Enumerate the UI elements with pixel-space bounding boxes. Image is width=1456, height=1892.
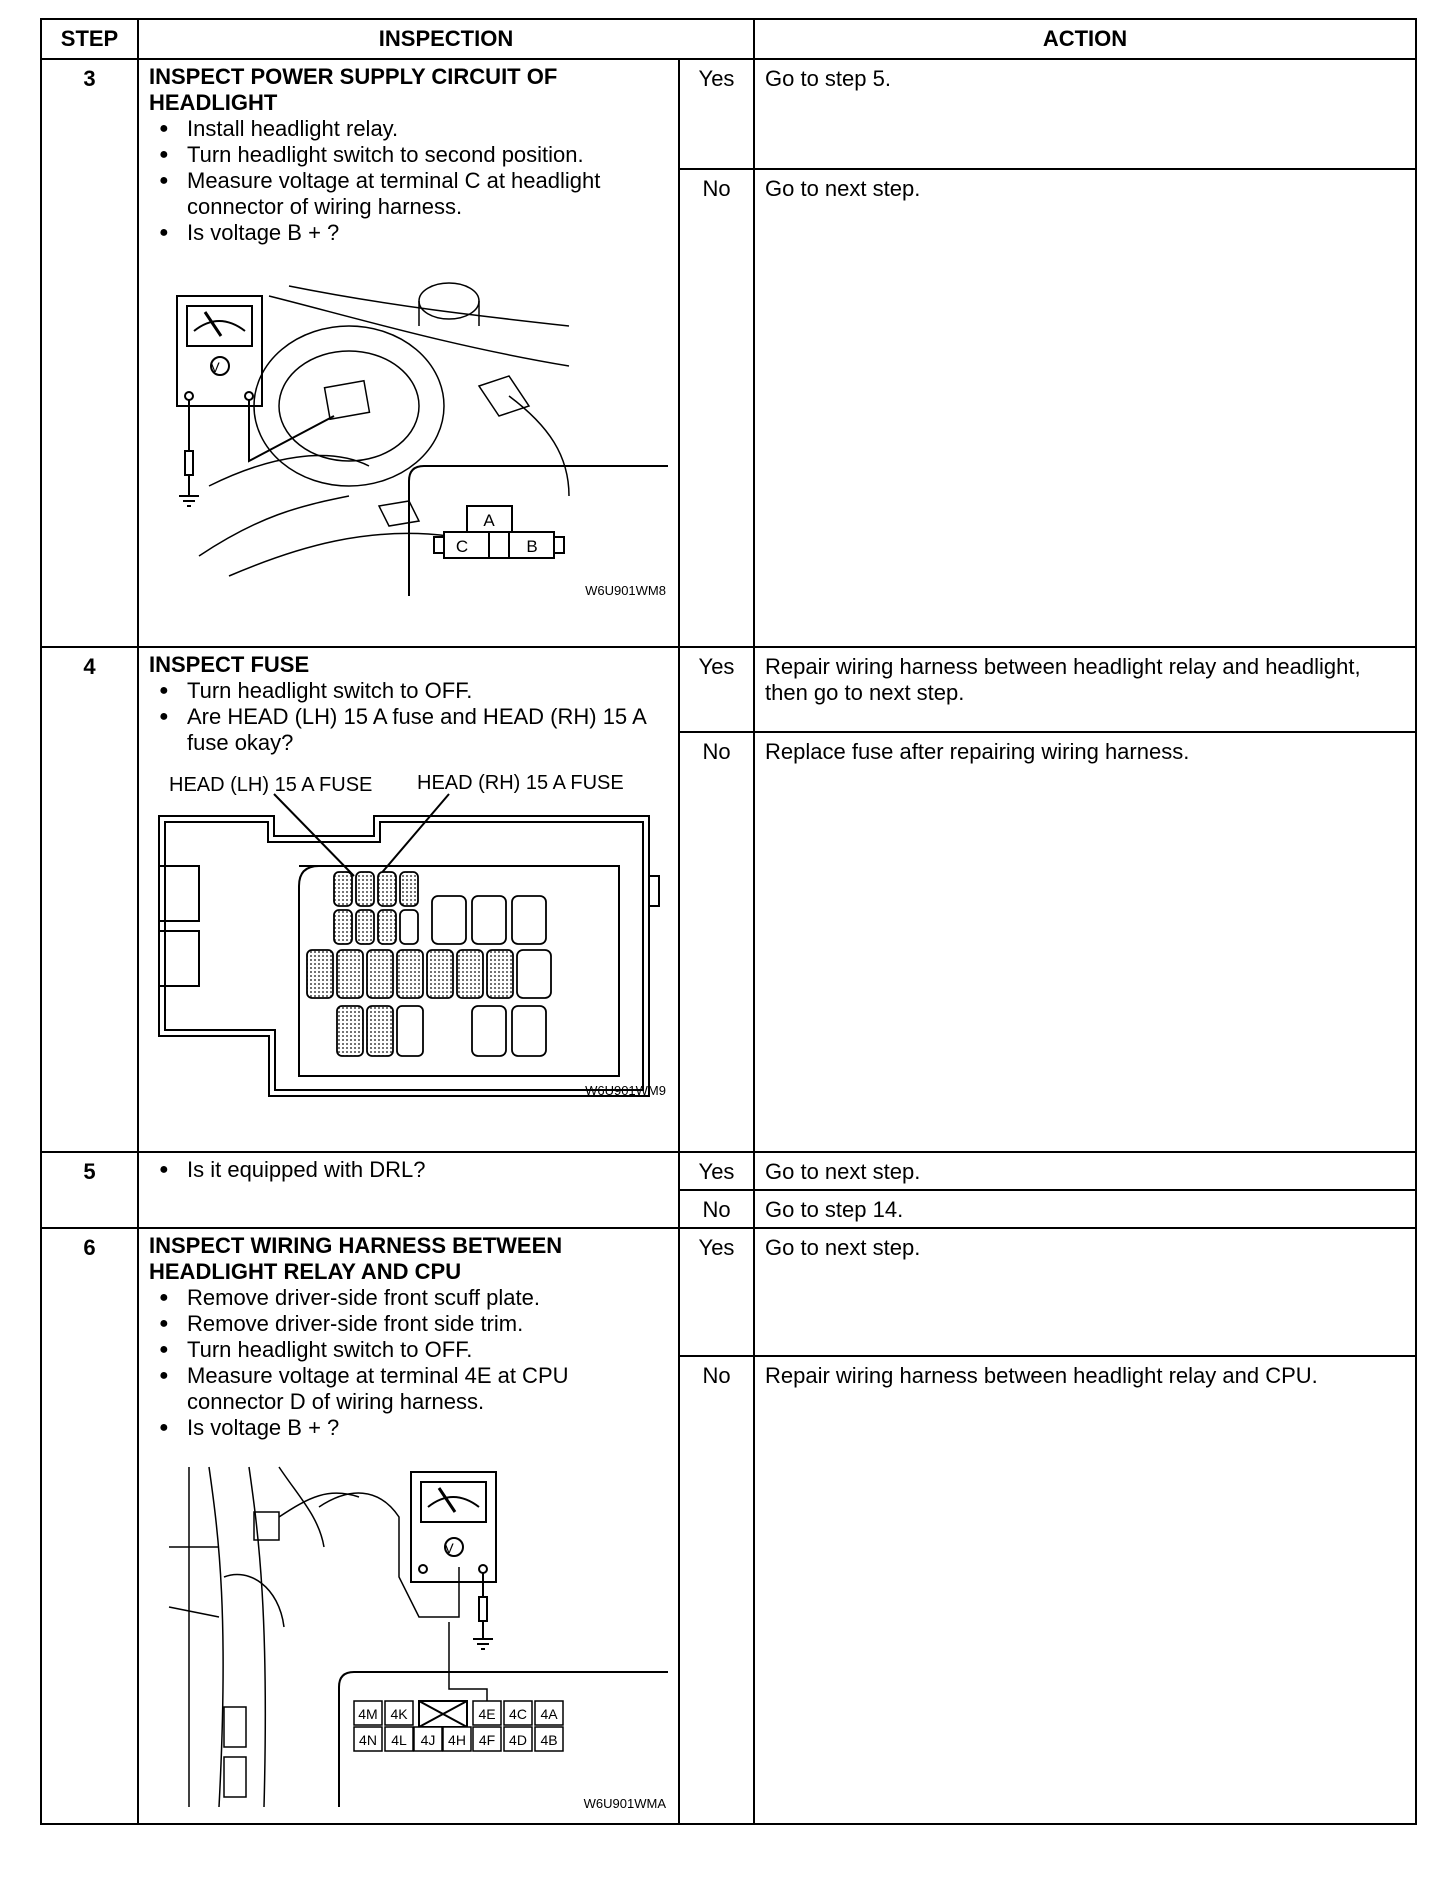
step-number: 3 [41,59,138,647]
list-item: ● Remove driver-side front side trim. [149,1311,668,1337]
inspection-title: INSPECT POWER SUPPLY CIRCUIT OF HEADLIGHT [149,64,558,115]
yes-action: Go to step 5. [754,59,1416,169]
yes-label: Yes [679,647,754,732]
list-item: ● Install headlight relay. [149,116,668,142]
inspection-cell [138,1228,679,1824]
list-item: ● Turn headlight switch to second position. [149,142,668,168]
inspection-title: INSPECT WIRING HARNESS BETWEEN HEADLIGHT RELAY AND CPU [149,1233,563,1284]
figure-code: W6U901WM8 [585,583,666,598]
list-item: ● Is voltage B + ? [149,220,668,246]
terminal-label: 4K [390,1706,408,1722]
list-item: ● Remove driver-side front scuff plate. [149,1285,668,1311]
table-row [41,647,1416,732]
yes-label: Yes [679,1228,754,1356]
terminal-c-label: C [455,537,469,556]
bullet-list [149,1157,668,1183]
inspection-cell [138,1152,679,1228]
no-label: No [679,169,754,647]
terminal-label: 4F [478,1732,496,1748]
cpu-connector-illustration [149,1457,668,1819]
no-action: Go to next step. [754,169,1416,647]
terminal-label: 4A [540,1706,558,1722]
fuse-block-figure [149,766,668,1106]
list-item: ● Is voltage B + ? [149,1415,668,1441]
inspection-header: INSPECTION [138,19,754,59]
table-row [41,59,1416,169]
terminal-label: 4D [509,1732,527,1748]
step-number: 5 [41,1152,138,1228]
terminal-label: 4C [509,1706,527,1722]
terminal-label: 4B [540,1732,558,1748]
fuse-label-lh: HEAD (LH) 15 A FUSE [169,774,373,796]
list-item: ● Measure voltage at terminal 4E at CPU connector D of wiring harness. [149,1363,668,1415]
yes-action: Go to next step. [754,1152,1416,1190]
terminal-label: 4E [478,1706,496,1722]
step-number: 4 [41,647,138,1152]
inspection-cell [138,647,679,1152]
bullet-list [149,678,668,756]
headlight-connector-illustration [149,256,668,606]
list-item: ● Are HEAD (LH) 15 A fuse and HEAD (RH) 15 A fuse okay? [149,704,668,756]
yes-action: Go to next step. [754,1228,1416,1356]
terminal-label: 4J [420,1732,436,1748]
no-action: Go to step 14. [754,1190,1416,1228]
no-label: No [679,732,754,1152]
terminal-a-label: A [483,511,495,530]
procedure-sheet [40,18,1415,1825]
figure-code: W6U901WM9 [585,1083,666,1098]
list-item: ● Is it equipped with DRL? [149,1157,668,1183]
bullet-list [149,116,668,246]
no-action: Replace fuse after repairing wiring harness. [754,732,1416,1152]
inspection-table [40,18,1417,1825]
yes-label: Yes [679,1152,754,1190]
inspection-cell [138,59,679,647]
voltmeter-headlight-figure [149,256,668,606]
voltmeter-symbol: V [444,1540,454,1556]
terminal-label: 4H [448,1732,466,1748]
step-header: STEP [41,19,138,59]
table-header-row [41,19,1416,59]
voltmeter-cpu-figure [149,1457,668,1819]
no-label: No [679,1190,754,1228]
fuse-label-rh: HEAD (RH) 15 A FUSE [417,772,624,794]
voltmeter-symbol: V [210,359,220,375]
step-number: 6 [41,1228,138,1824]
bullet-list [149,1285,668,1441]
no-label: No [679,1356,754,1824]
list-item: ● Measure voltage at terminal C at headlight connector of wiring harness. [149,168,668,220]
figure-code: W6U901WMA [583,1796,666,1811]
table-row [41,1228,1416,1356]
terminal-label: 4N [359,1732,377,1748]
yes-label: Yes [679,59,754,169]
action-header: ACTION [754,19,1416,59]
terminal-label: 4M [358,1706,378,1722]
terminal-label: 4L [391,1732,407,1748]
terminal-b-label: B [526,537,538,556]
no-action: Repair wiring harness between headlight relay and CPU. [754,1356,1416,1824]
table-row [41,1152,1416,1190]
list-item: ● Turn headlight switch to OFF. [149,1337,668,1363]
fuse-block-illustration [149,766,668,1106]
inspection-title: INSPECT FUSE [149,652,310,677]
list-item: ● Turn headlight switch to OFF. [149,678,668,704]
yes-action: Repair wiring harness between headlight relay and headlight, then go to next step. [754,647,1416,732]
